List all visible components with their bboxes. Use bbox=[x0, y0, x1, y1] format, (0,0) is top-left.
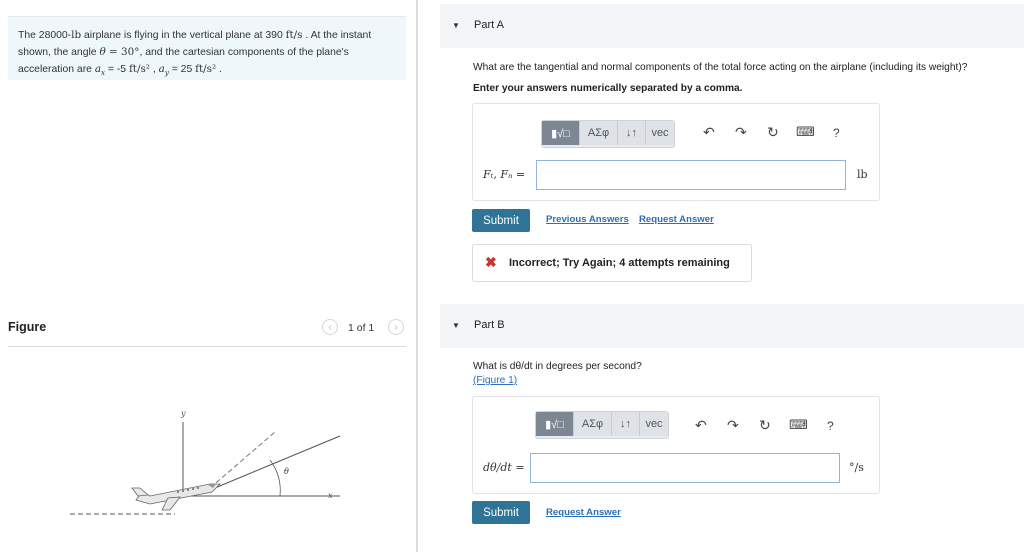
undo-icon[interactable]: ↶ bbox=[703, 124, 715, 140]
ay-value: = 25 bbox=[168, 64, 196, 75]
force-unit: lb bbox=[857, 168, 868, 181]
next-figure-button[interactable]: › bbox=[388, 319, 404, 335]
theta-label: θ bbox=[284, 467, 289, 476]
part-b-submit-button[interactable]: Submit bbox=[472, 501, 530, 524]
part-a-question: What are the tangential and normal components of the total force acting on the airplane (including its weight)? bbox=[473, 62, 968, 73]
figure-pager-count: 1 of 1 bbox=[348, 322, 375, 334]
separator: , bbox=[149, 64, 159, 75]
redo-icon[interactable]: ↷ bbox=[735, 124, 747, 140]
reset-icon[interactable]: ↻ bbox=[767, 124, 779, 140]
feedback-text: Incorrect; Try Again; 4 attempts remaining bbox=[509, 257, 730, 269]
part-b-title: Part B bbox=[474, 319, 505, 331]
greek-symbols-button[interactable]: ΑΣφ bbox=[580, 121, 618, 145]
ay-subscript: y bbox=[164, 69, 169, 78]
feedback-message bbox=[472, 244, 752, 282]
collapse-caret-icon[interactable]: ▼ bbox=[452, 321, 460, 330]
templates-button[interactable]: ▮√□ bbox=[536, 412, 574, 436]
error-icon: ✖ bbox=[485, 254, 497, 270]
angular-rate-input[interactable] bbox=[530, 453, 840, 483]
figure-header bbox=[8, 316, 406, 347]
ax-unit: ft/s² bbox=[128, 63, 150, 75]
problem-statement bbox=[8, 16, 406, 80]
previous-answers-link[interactable]: Previous Answers bbox=[546, 214, 629, 225]
ay-unit: ft/s² bbox=[195, 63, 217, 75]
airplane-icon bbox=[132, 484, 220, 510]
problem-text: . At the instant shown, the angle bbox=[18, 30, 372, 58]
part-a-instruction: Enter your answers numerically separated by a comma. bbox=[473, 83, 743, 94]
problem-text: airplane is flying in the vertical plane at 390 bbox=[81, 30, 286, 41]
part-b-answer-box bbox=[472, 396, 880, 494]
ax-subscript: x bbox=[101, 69, 105, 78]
ay-symbol: a bbox=[158, 63, 165, 75]
math-toolbar bbox=[535, 411, 669, 439]
ax-symbol: a bbox=[94, 63, 102, 75]
collapse-caret-icon[interactable]: ▼ bbox=[452, 21, 460, 30]
problem-text: The 28000- bbox=[18, 30, 72, 41]
help-icon[interactable]: ? bbox=[833, 126, 840, 140]
part-b-question: What is dθ/dt in degrees per second? bbox=[473, 361, 642, 372]
undo-icon[interactable]: ↶ bbox=[695, 417, 707, 433]
theta-symbol: θ bbox=[99, 46, 106, 58]
x-axis-label: x bbox=[328, 491, 333, 500]
reset-icon[interactable]: ↻ bbox=[759, 417, 771, 433]
keyboard-icon[interactable]: ⌨ bbox=[789, 417, 808, 432]
problem-text: , and the cartesian components of the plane's acceleration are bbox=[18, 47, 349, 75]
part-a-request-answer-link[interactable]: Request Answer bbox=[639, 214, 714, 225]
airplane-figure bbox=[70, 392, 350, 532]
ax-value: = -5 bbox=[104, 64, 129, 75]
dashed-reference-line bbox=[210, 432, 275, 488]
part-a-submit-button[interactable]: Submit bbox=[472, 209, 530, 232]
vector-button[interactable]: vec bbox=[646, 121, 674, 145]
theta-arc bbox=[270, 460, 280, 496]
help-icon[interactable]: ? bbox=[827, 419, 834, 433]
greek-symbols-button[interactable]: ΑΣφ bbox=[574, 412, 612, 436]
figure-link[interactable] bbox=[473, 375, 517, 386]
speed-unit: ft/s bbox=[285, 29, 303, 41]
part-b-request-answer-link[interactable]: Request Answer bbox=[546, 507, 621, 518]
math-toolbar bbox=[541, 120, 675, 148]
templates-button[interactable]: ▮√□ bbox=[542, 121, 580, 145]
angle-value: = 30° bbox=[105, 46, 140, 58]
figure-1-link[interactable]: (Figure 1) bbox=[473, 375, 518, 386]
figure-title: Figure bbox=[8, 320, 47, 334]
weight-unit: lb bbox=[71, 29, 82, 41]
problem-text: . bbox=[216, 64, 222, 75]
angular-rate-label: dθ/dt = bbox=[483, 461, 525, 474]
keyboard-icon[interactable]: ⌨ bbox=[796, 124, 815, 139]
arrows-button[interactable]: ↓↑ bbox=[618, 121, 646, 145]
angular-rate-unit: °/s bbox=[849, 461, 864, 474]
part-a-header[interactable] bbox=[440, 4, 1024, 48]
vector-button[interactable]: vec bbox=[640, 412, 668, 436]
part-b-header[interactable] bbox=[440, 304, 1024, 348]
velocity-direction-line bbox=[210, 436, 340, 490]
y-axis-label: y bbox=[181, 409, 186, 418]
force-components-label: Fₜ, Fₙ = bbox=[483, 168, 526, 181]
problem-column bbox=[0, 0, 416, 552]
redo-icon[interactable]: ↷ bbox=[727, 417, 739, 433]
force-components-input[interactable] bbox=[536, 160, 846, 190]
part-a-answer-box bbox=[472, 103, 880, 201]
previous-figure-button[interactable]: ‹ bbox=[322, 319, 338, 335]
column-divider bbox=[416, 0, 418, 552]
part-a-title: Part A bbox=[474, 19, 504, 31]
arrows-button[interactable]: ↓↑ bbox=[612, 412, 640, 436]
